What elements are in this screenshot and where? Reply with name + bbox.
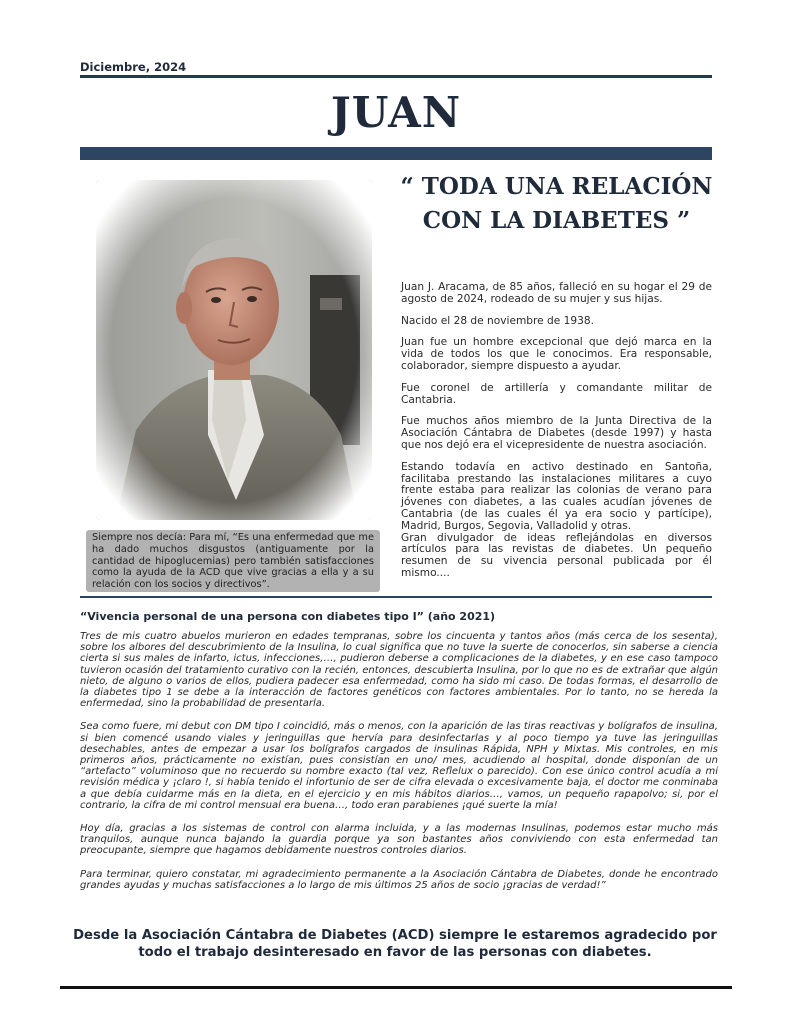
issue-date: Diciembre, 2024 [80,60,187,74]
bio-paragraph: Gran divulgador de ideas reflejándolas en diversos artículos para las revistas de diabetes. Un pequeño resumen de su vivencia personal publicada por él mismo.... [401,531,712,579]
portrait-photo [96,180,372,520]
closing-statement: Desde la Asociación Cántabra de Diabetes (ACD) siempre le estaremos agradecido por todo el trabajo desinteresado en favor de las personas con diabetes. [73,928,717,960]
story-paragraph: Tres de mis cuatro abuelos murieron en edades tempranas, sobre los cincuenta y tantos años (más cerca de los sesenta), sobre los albores del descubrimiento de la Insulina, lo cual significa que no tuve la suerte de conocerlos, sin saberse a ciencia cierta si sus males de infarto, ictus, infecciones,…, pudieron deberse a complicaciones de la diabetes, y en ese caso tampoco tuvieron ocasión del tratamiento curativo con la recién, entonces, descubierta Insulina, por lo que no es de extrañar que algún nieto, de alguno o varios de ellos, pudiera padecer esa enfermedad, como ha sido mi caso. De todas formas, el desarrollo de la diabetes tipo 1 se debe a la interacción de factores genéticos con factores ambientales. Por lo tanto, no se hereda la enfermedad, sino la probabilidad de presentarla. [80,631,718,710]
bio-paragraph: Estando todavía en activo destinado en Santoña, facilitaba prestando las instalaciones militares a cuyo frente estaba para realizar las colonias de verano para jóvenes con diabetes, a las cuales acudían jóvenes de Cantabria (de las cuales él ya era socio y partícipe), Madrid, Burgos, Segovia, Valladolid y otras. [401,460,712,532]
title-bar [80,147,712,160]
story-heading: “Vivencia personal de una persona con diabetes tipo I” (año 2021) [80,610,496,623]
page-title: JUAN [330,88,462,137]
bio-paragraph: Fue coronel de artillería y comandante militar de Cantabria. [401,381,712,406]
bio-paragraph: Juan fue un hombre excepcional que dejó marca en la vida de todos los que le conocimos. Era responsable, colaborador, siempre dispuesto a ayudar. [401,336,712,372]
story-paragraph: Para terminar, quiero constatar, mi agradecimiento permanente a la Asociación Cántabra de Diabetes, donde he encontrado grandes ayudas y muchas satisfacciones a lo largo de mis últimos 25 años de socio ¡gracias de verdad!” [80,868,718,891]
bottom-rule [60,986,732,989]
bio-paragraph: Fue muchos años miembro de la Junta Directiva de la Asociación Cántabra de Diabetes (desde 1997) y hasta que nos dejó era el vicepresidente de nuestra asociación. [401,415,712,451]
story-paragraph: Sea como fuere, mi debut con DM tipo I coincidió, más o menos, con la aparición de las tiras reactivas y bolígrafos de insulina, si bien comencé usando viales y jeringuillas que hervía para desinfectarlas y al poco tiempo ya tuve las jeringuillas desechables, antes de empezar a usar los bolígrafos cargados de insulinas Rápida, NPH y Mixtas. Mis controles, en mis primeros años, prácticamente no existían, pues consistían en uno/ mes, acudiendo al hospital, donde disponían de un “artefacto” voluminoso que no recuerdo su nombre exacto (tal vez, Reflelux o parecido). Con ese único control acudía a mi revisión médica y ¡claro !, si había tenido el infortunio de ser de cifra elevada o excesivamente baja, el doctor me conminaba a que debía cuidarme más en la dieta, en el ejercicio y en mis hábitos diarios…, vamos, un pequeño rapapolvo; si, por el contrario, la cifra de mi control mensual era buena…, todo eran parabienes ¡qué suerte la mía! [80,721,718,811]
top-rule [80,75,712,78]
bio-paragraph: Nacido el 28 de noviembre de 1938. [401,314,594,327]
portrait-illustration [96,180,372,520]
bio-paragraph: Juan J. Aracama, de 85 años, falleció en su hogar el 29 de agosto de 2024, rodeado de su mujer y sus hijas. [401,281,712,305]
section-rule [80,596,712,598]
photo-caption: Siempre nos decía: Para mí, “Es una enfermedad que me ha dado muchos disgustos (antiguamente por la cantidad de hipoglucemias) pero también satisfacciones como la ayuda de la ACD que vive gracias a ella y a su relación con los socios y directivos”. [86,530,380,592]
story-paragraph: Hoy día, gracias a los sistemas de control con alarma incluida, y a las modernas Insulinas, podemos estar mucho más tranquilos, aunque nunca bajando la guardia porque ya son bastantes años conviviendo con esta enfermedad tan preocupante, siempre que hagamos debidamente nuestros controles diarios. [80,823,718,857]
personal-story [80,631,718,903]
headline-quote: “ TODA UNA RELACIÓN CON LA DIABETES ” [400,173,713,234]
biography [401,282,712,580]
